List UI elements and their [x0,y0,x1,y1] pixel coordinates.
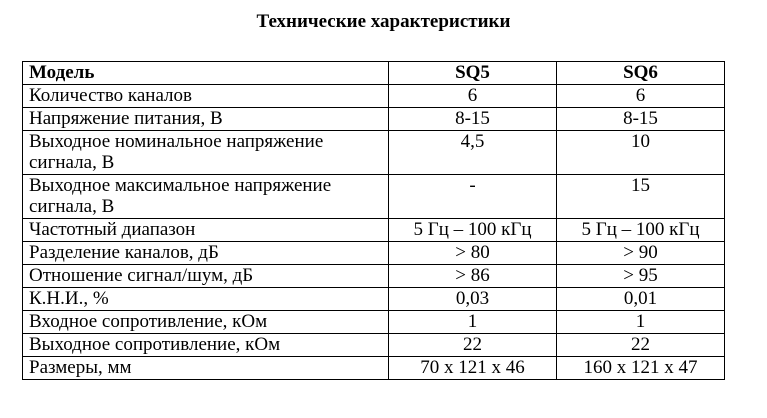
sq5-value: 22 [389,334,557,357]
table-row [23,85,725,108]
sq6-value: 6 [557,85,725,108]
sq6-value: 15 [557,175,725,219]
param-name: Разделение каналов, дБ [23,242,389,265]
sq5-value: - [389,175,557,219]
table-row [23,242,725,265]
table-row [23,219,725,242]
sq5-value: > 86 [389,265,557,288]
sq5-value: > 80 [389,242,557,265]
param-name: Выходное сопротивление, кОм [23,334,389,357]
sq5-value: 4,5 [389,131,557,175]
param-name: Количество каналов [23,85,389,108]
sq5-value: 1 [389,311,557,334]
table-row [23,311,725,334]
param-name: Напряжение питания, В [23,108,389,131]
param-name: Отношение сигнал/шум, дБ [23,265,389,288]
table-row [23,175,725,219]
sq6-value: 160 x 121 x 47 [557,357,725,380]
param-name: Размеры, мм [23,357,389,380]
sq5-value: 70 x 121 x 46 [389,357,557,380]
table-row [23,131,725,175]
column-header-sq5: SQ5 [389,62,557,85]
table-row [23,357,725,380]
specifications-table [22,61,725,380]
sq6-value: > 90 [557,242,725,265]
table-row [23,334,725,357]
sq6-value: 10 [557,131,725,175]
table-row [23,108,725,131]
column-header-sq6: SQ6 [557,62,725,85]
sq5-value: 0,03 [389,288,557,311]
page-title: Технические характеристики [256,11,511,32]
param-name: Входное сопротивление, кОм [23,311,389,334]
column-header-model: Модель [23,62,389,85]
sq6-value: 22 [557,334,725,357]
table-header-row [23,62,725,85]
sq6-value: > 95 [557,265,725,288]
table-row [23,288,725,311]
sq5-value: 8-15 [389,108,557,131]
param-name: Выходное максимальное напряжение сигнала, В [23,175,389,219]
sq6-value: 5 Гц – 100 кГц [557,219,725,242]
table-row [23,265,725,288]
param-name: Выходное номинальное напряжение сигнала, В [23,131,389,175]
sq6-value: 0,01 [557,288,725,311]
param-name: К.Н.И., % [23,288,389,311]
sq5-value: 6 [389,85,557,108]
param-name: Частотный диапазон [23,219,389,242]
sq6-value: 1 [557,311,725,334]
sq6-value: 8-15 [557,108,725,131]
sq5-value: 5 Гц – 100 кГц [389,219,557,242]
